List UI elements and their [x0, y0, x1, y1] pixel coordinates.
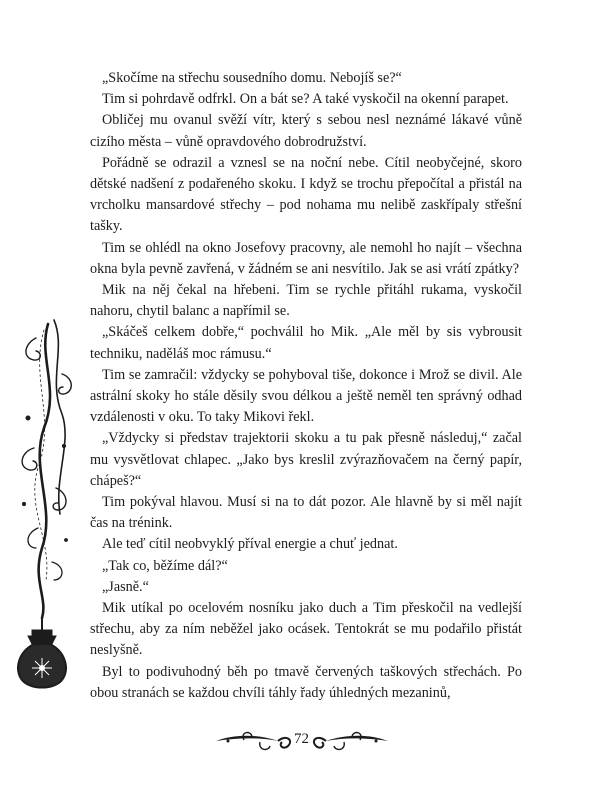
right-flourish-icon	[310, 728, 390, 754]
paragraph: Ale teď cítil neobvyklý příval energie a chuť jednat.	[102, 536, 398, 553]
paragraph: Tim si pohrdavě odfrkl. On a bát se? A také vyskočil na okenní parapet.	[102, 91, 509, 108]
page-number: 72	[294, 731, 309, 747]
paragraph: „Skočíme na střechu sousedního domu. Nebojíš se?“	[102, 70, 402, 86]
paragraph: Pořádně se odrazil a vznesl se na noční nebe. Cítil neobyčejné, skoro dětské nadšení z podařeného skoku. I když se trochu přepočítal a přistál na vrcholku mansardové střechy – pod nohama mu nelibě zaskřípaly střešní tašky.	[90, 154, 522, 235]
paragraph: Tim se ohlédl na okno Josefovy pracovny, ale nemohl ho najít – všechna okna byla pevně zavřená, v žádném se ani nesvítilo. Jak se asi vrátí zpátky?	[90, 239, 522, 277]
paragraph: Tim se zamračil: vždycky se pohyboval tiše, dokonce i Mrož se divil. Ale astrální skoky ho stále děsily svou délkou a ještě neměl ten správný odhad vzdálenosti v oku. To taky Mikovi řekl.	[90, 366, 522, 426]
page-footer	[0, 724, 603, 760]
vine-lantern-illustration	[8, 318, 76, 690]
paragraph: „Tak co, běžíme dál?“	[102, 557, 228, 574]
paragraph: „Skáčeš celkem dobře,“ pochválil ho Mik. „Ale měl by sis vybrousit techniku, naděláš moc rámusu.“	[90, 324, 522, 362]
body-text	[90, 68, 522, 704]
paragraph: Byl to podivuhodný běh po tmavě červených taškových střechách. Po obou stranách se každou chvíli táhly řady úhledných mezaninů,	[90, 663, 522, 701]
paragraph: Obličej mu ovanul svěží vítr, který s sebou nesl neznámé lákavé vůně cizího města – vůně opravdového dobrodružství.	[90, 112, 522, 150]
paragraph: „Vždycky si představ trajektorii skoku a tu pak přesně následuj,“ začal mu vysvětlovat chlapec. „Jako bys kreslil zvýrazňovačem na černý papír, chápeš?“	[90, 430, 522, 489]
paragraph: Tim pokýval hlavou. Musí si na to dát pozor. Ale hlavně by si měl najít čas na trénink.	[90, 494, 522, 532]
paragraph: „Jasně.“	[102, 578, 149, 595]
paragraph: Mik utíkal po ocelovém nosníku jako duch a Tim přeskočil na vedlejší střechu, aby za ním neběžel jako ocásek. Tentokrát se mu podařilo přistát neslyšně.	[90, 600, 522, 659]
paragraph: Mik na něj čekal na hřebeni. Tim se rychle přitáhl rukama, vyskočil nahoru, chytil balanc a napřímil se.	[90, 282, 522, 320]
